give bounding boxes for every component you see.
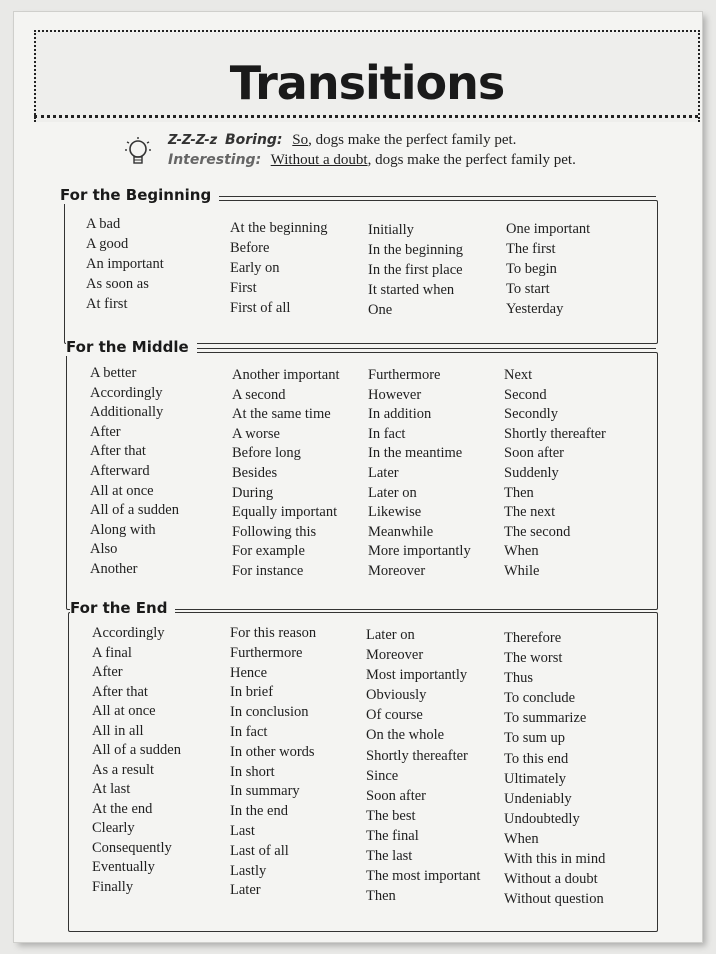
transition-word: Soon after <box>504 445 564 462</box>
transition-word: Finally <box>92 878 134 895</box>
transition-word: It started when <box>368 282 455 298</box>
transition-word: Most importantly <box>366 667 468 684</box>
transition-word: Meanwhile <box>368 523 434 540</box>
transition-word: In fact <box>230 723 268 740</box>
worksheet-page <box>14 12 702 942</box>
transition-word: For instance <box>232 562 304 579</box>
lightbulb-icon <box>124 136 152 172</box>
section-heading-beginning: For the Beginning <box>60 186 219 204</box>
transition-word: An important <box>86 256 164 272</box>
boring-label: Boring: <box>224 132 283 148</box>
transition-word: Without a doubt <box>504 871 598 888</box>
title-band <box>34 30 700 122</box>
heading-rule <box>197 348 656 349</box>
middle-col-3 <box>368 366 471 582</box>
page-title: Transitions <box>229 56 505 110</box>
transition-word: Yesterday <box>506 301 564 317</box>
transition-word: One important <box>506 221 591 237</box>
transition-word: In the first place <box>368 262 463 278</box>
boring-lead: So <box>292 132 309 148</box>
transition-word: Accordingly <box>92 625 165 641</box>
section-heading-end: For the End <box>70 599 175 617</box>
transition-word: At last <box>92 781 131 797</box>
transition-word: Another important <box>232 367 340 383</box>
transition-word: At the beginning <box>230 220 328 236</box>
transition-word: The final <box>366 827 419 844</box>
interesting-example <box>168 152 576 169</box>
transition-word: Shortly thereafter <box>504 425 606 442</box>
transition-word: All at once <box>90 482 154 499</box>
transition-word: Before long <box>232 445 301 462</box>
transition-word: Since <box>366 767 399 784</box>
heading-rule <box>175 609 656 610</box>
transition-word: In brief <box>230 684 274 701</box>
transition-word: After <box>92 664 123 680</box>
transition-word: Along with <box>90 521 156 538</box>
transition-word: After that <box>92 683 148 700</box>
transition-word: All of a sudden <box>90 502 179 519</box>
transition-word: For example <box>232 543 305 560</box>
transition-word: Suddenly <box>504 464 559 481</box>
transition-word: Lastly <box>230 862 267 879</box>
transition-word: After that <box>90 443 146 460</box>
transition-word: The best <box>366 807 416 824</box>
transition-word: Furthermore <box>230 644 303 661</box>
transition-word: In fact <box>368 425 406 442</box>
end-col-1 <box>92 624 181 897</box>
transition-word: To conclude <box>504 690 576 707</box>
transition-word: The last <box>366 848 413 865</box>
transition-word: Before <box>230 240 270 256</box>
interesting-lead: Without a doubt <box>270 152 368 168</box>
transition-word: To summarize <box>504 710 587 727</box>
transition-word: In short <box>230 763 275 780</box>
transition-word: Moreover <box>368 562 426 579</box>
transition-word: Last of all <box>230 842 289 859</box>
transition-word: A second <box>232 386 286 403</box>
interesting-rest: , dogs make the perfect family pet. <box>367 152 576 168</box>
transition-word: Secondly <box>504 406 558 423</box>
transition-word: Hence <box>230 664 268 681</box>
middle-col-4 <box>504 366 606 582</box>
transition-word: To begin <box>506 261 557 277</box>
transition-word: All in all <box>92 722 144 739</box>
transition-word: However <box>368 386 422 403</box>
transition-word: In other words <box>230 743 315 760</box>
transition-word: Consequently <box>92 839 172 856</box>
transition-word: The second <box>504 523 571 540</box>
transition-word: Equally important <box>232 504 338 521</box>
transition-word: In conclusion <box>230 704 309 721</box>
heading-rule <box>219 196 656 197</box>
transition-word: All at once <box>92 703 156 719</box>
transition-word: Accordingly <box>90 384 163 401</box>
transition-word: Then <box>504 484 534 501</box>
transition-word: A bad <box>86 216 121 232</box>
transition-word: At the end <box>92 800 153 817</box>
transition-word: Besides <box>232 464 278 481</box>
transition-word: First of all <box>230 300 291 316</box>
transition-word: With this in mind <box>504 851 606 868</box>
transition-word: The worst <box>504 650 563 667</box>
end-col-3 <box>366 625 480 906</box>
beginning-col-4 <box>506 219 590 319</box>
boring-rest: , dogs make the perfect family pet. <box>308 132 517 148</box>
transition-word: A final <box>92 644 132 661</box>
transition-word: Of course <box>366 707 423 724</box>
transition-word: Later on <box>368 484 417 501</box>
transition-word: On the whole <box>366 727 445 744</box>
transition-word: Eventually <box>92 859 155 875</box>
section-heading-middle: For the Middle <box>66 338 197 356</box>
end-col-2 <box>230 624 316 901</box>
transition-word: A worse <box>232 425 280 442</box>
transition-word: In the end <box>230 803 288 820</box>
transition-word: Another <box>90 560 138 577</box>
transition-word: Without question <box>504 891 604 908</box>
beginning-col-3 <box>368 220 463 320</box>
transition-word: Thus <box>504 670 533 687</box>
transition-word: In the meantime <box>368 445 463 462</box>
dotted-divider <box>34 115 698 118</box>
transition-word: Last <box>230 822 255 839</box>
transition-word: To sum up <box>504 730 566 747</box>
transition-word: In addition <box>368 406 432 423</box>
transition-word: Also <box>90 541 118 558</box>
transition-word: Soon after <box>366 787 426 804</box>
beginning-col-2 <box>230 218 327 318</box>
middle-col-2 <box>232 366 340 582</box>
transition-word: At the same time <box>232 406 331 423</box>
interesting-label: Interesting: <box>168 152 262 168</box>
transition-word: More importantly <box>368 543 471 560</box>
middle-col-1 <box>90 364 179 580</box>
transition-word: As a result <box>92 761 155 778</box>
transition-word: Shortly thereafter <box>366 747 468 764</box>
beginning-col-1 <box>86 214 164 314</box>
transition-word: Later <box>368 464 399 481</box>
end-col-4 <box>504 628 605 909</box>
transition-word: One <box>368 302 393 318</box>
transition-word: The next <box>504 504 556 521</box>
transition-word: In summary <box>230 783 300 800</box>
transition-word: While <box>504 562 540 579</box>
transition-word: For this reason <box>230 625 317 641</box>
transition-word: Then <box>366 888 396 905</box>
transition-word: When <box>504 543 539 560</box>
transition-word: Undoubtedly <box>504 810 580 827</box>
transition-word: Following this <box>232 523 317 540</box>
transition-word: Obviously <box>366 687 427 704</box>
transition-word: A good <box>86 236 129 252</box>
transition-word: At first <box>86 296 128 312</box>
transition-word: Ultimately <box>504 770 567 787</box>
transition-word: Second <box>504 386 547 403</box>
transition-word: A better <box>90 365 137 381</box>
transition-word: First <box>230 280 257 296</box>
transition-word: All of a sudden <box>92 742 181 758</box>
transition-word: The most important <box>366 868 481 885</box>
transition-word: During <box>232 484 274 501</box>
transition-word: Later on <box>366 627 415 643</box>
transition-word: Later <box>230 882 261 899</box>
transition-word: Additionally <box>90 404 164 421</box>
transition-word: Therefore <box>504 630 562 646</box>
transition-word: After <box>90 423 121 440</box>
transition-word: Clearly <box>92 820 135 836</box>
transition-word: Moreover <box>366 647 424 664</box>
transition-word: Undeniably <box>504 790 572 807</box>
transition-word: Next <box>504 367 533 383</box>
transition-word: Early on <box>230 260 280 276</box>
boring-example <box>168 132 516 149</box>
transition-word: The first <box>506 241 556 257</box>
transition-word: To start <box>506 281 550 297</box>
transition-word: Furthermore <box>368 367 441 383</box>
sleep-glyph: Z-Z-Z-z <box>168 133 218 148</box>
transition-word: Initially <box>368 222 414 238</box>
transition-word: Likewise <box>368 504 422 521</box>
transition-word: To this end <box>504 750 569 767</box>
transition-word: Afterward <box>90 462 150 479</box>
transition-word: In the beginning <box>368 242 464 258</box>
transition-word: As soon as <box>86 276 149 292</box>
transition-word: When <box>504 830 539 847</box>
